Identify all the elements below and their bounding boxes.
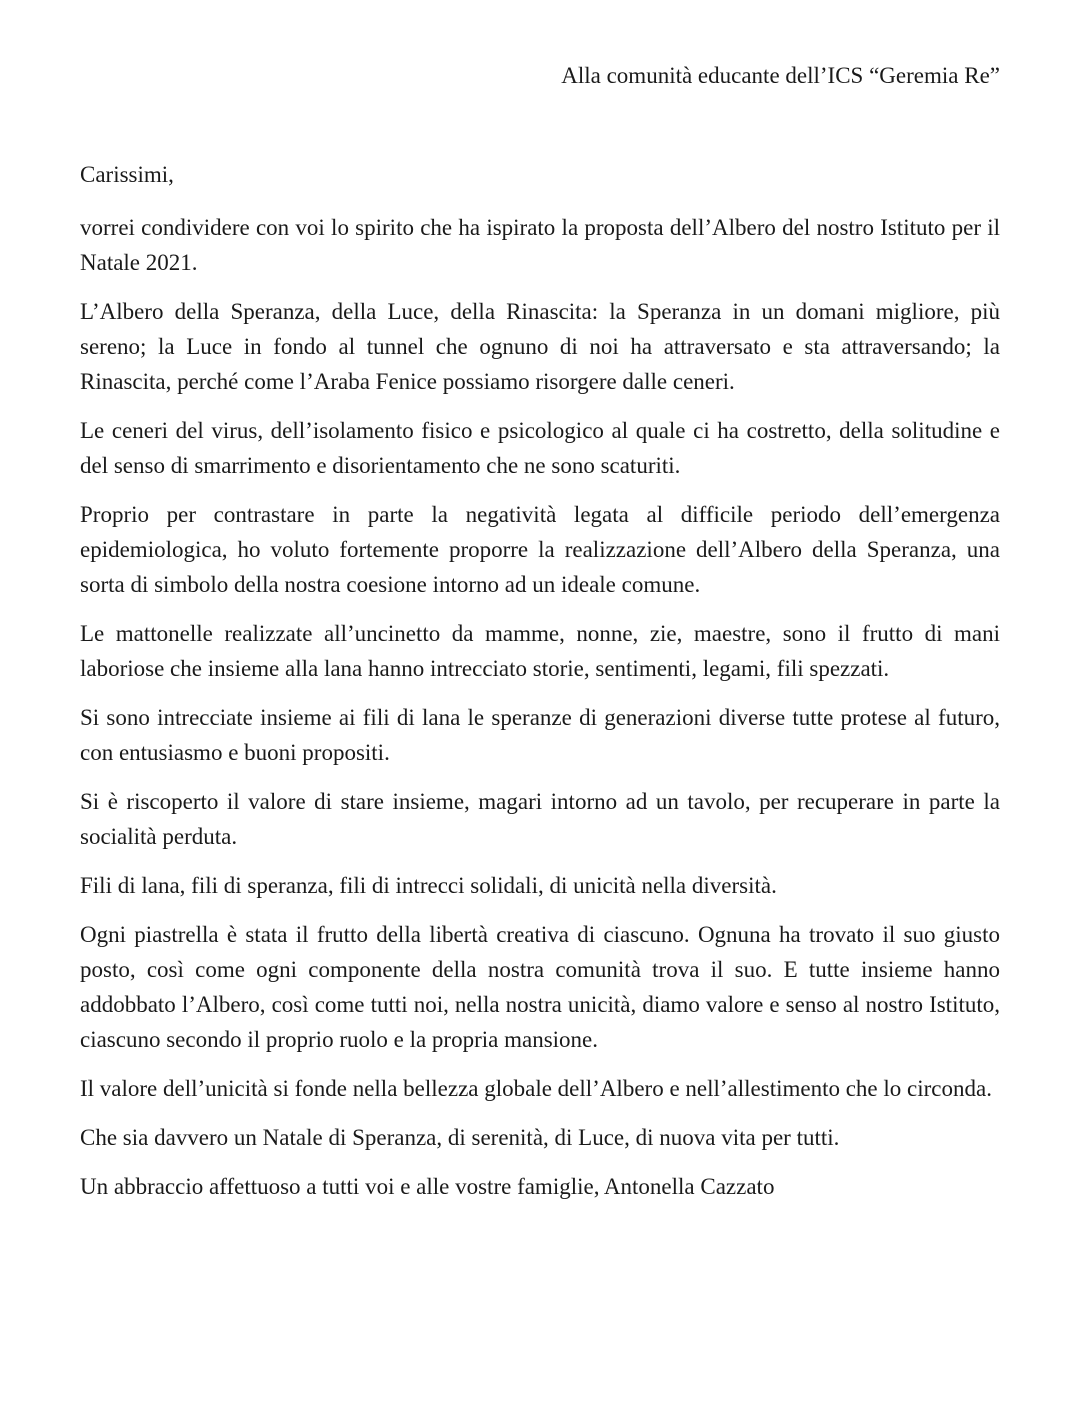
paragraph: Ogni piastrella è stata il frutto della libertà creativa di ciascuno. Ognuna ha trovato il suo giusto posto, così come ogni componente della nostra comunità trova il suo. E tutte insieme hanno addobbato l’Albero, così come tutti noi, nella nostra unicità, diamo valore e senso al nostro Istituto, ciascuno secondo il proprio ruolo e la propria mansione. [80,922,1000,1052]
recipient-line: Alla comunità educante dell’ICS “Geremia Re” [561,63,1000,88]
paragraph: Che sia davvero un Natale di Speranza, di serenità, di Luce, di nuova vita per tutti. [80,1125,840,1150]
paragraph: Si sono intrecciate insieme ai fili di lana le speranze di generazioni diverse tutte protese al futuro, con entusiasmo e buoni propositi. [80,705,1000,765]
paragraph: Le mattonelle realizzate all’uncinetto da mamme, nonne, zie, maestre, sono il frutto di mani laboriose che insieme alla lana hanno intrecciato storie, sentimenti, legami, fili spezzati. [80,621,1000,681]
paragraph: vorrei condividere con voi lo spirito che ha ispirato la proposta dell’Albero del nostro Istituto per il Natale 2021. [80,215,1000,275]
paragraph: Il valore dell’unicità si fonde nella bellezza globale dell’Albero e nell’allestimento che lo circonda. [80,1076,992,1101]
paragraph: Si è riscoperto il valore di stare insieme, magari intorno ad un tavolo, per recuperare in parte la socialità perduta. [80,789,1000,849]
paragraph: L’Albero della Speranza, della Luce, della Rinascita: la Speranza in un domani migliore, più sereno; la Luce in fondo al tunnel che ognuno di noi ha attraversato e sta attraversando; la Rinascita, perché come l’Araba Fenice possiamo risorgere dalle ceneri. [80,299,1000,394]
closing-signature: Un abbraccio affettuoso a tutti voi e alle vostre famiglie, Antonella Cazzato [80,1174,775,1199]
letter-body [80,157,1000,1218]
paragraph: Le ceneri del virus, dell’isolamento fisico e psicologico al quale ci ha costretto, della solitudine e del senso di smarrimento e disorientamento che ne sono scaturiti. [80,418,1000,478]
paragraph: Proprio per contrastare in parte la negatività legata al difficile periodo dell’emergenza epidemiologica, ho voluto fortemente proporre la realizzazione dell’Albero della Speranza, una sorta di simbolo della nostra coesione intorno ad un ideale comune. [80,502,1000,597]
paragraph: Fili di lana, fili di speranza, fili di intrecci solidali, di unicità nella diversità. [80,873,777,898]
greeting: Carissimi, [80,162,174,187]
